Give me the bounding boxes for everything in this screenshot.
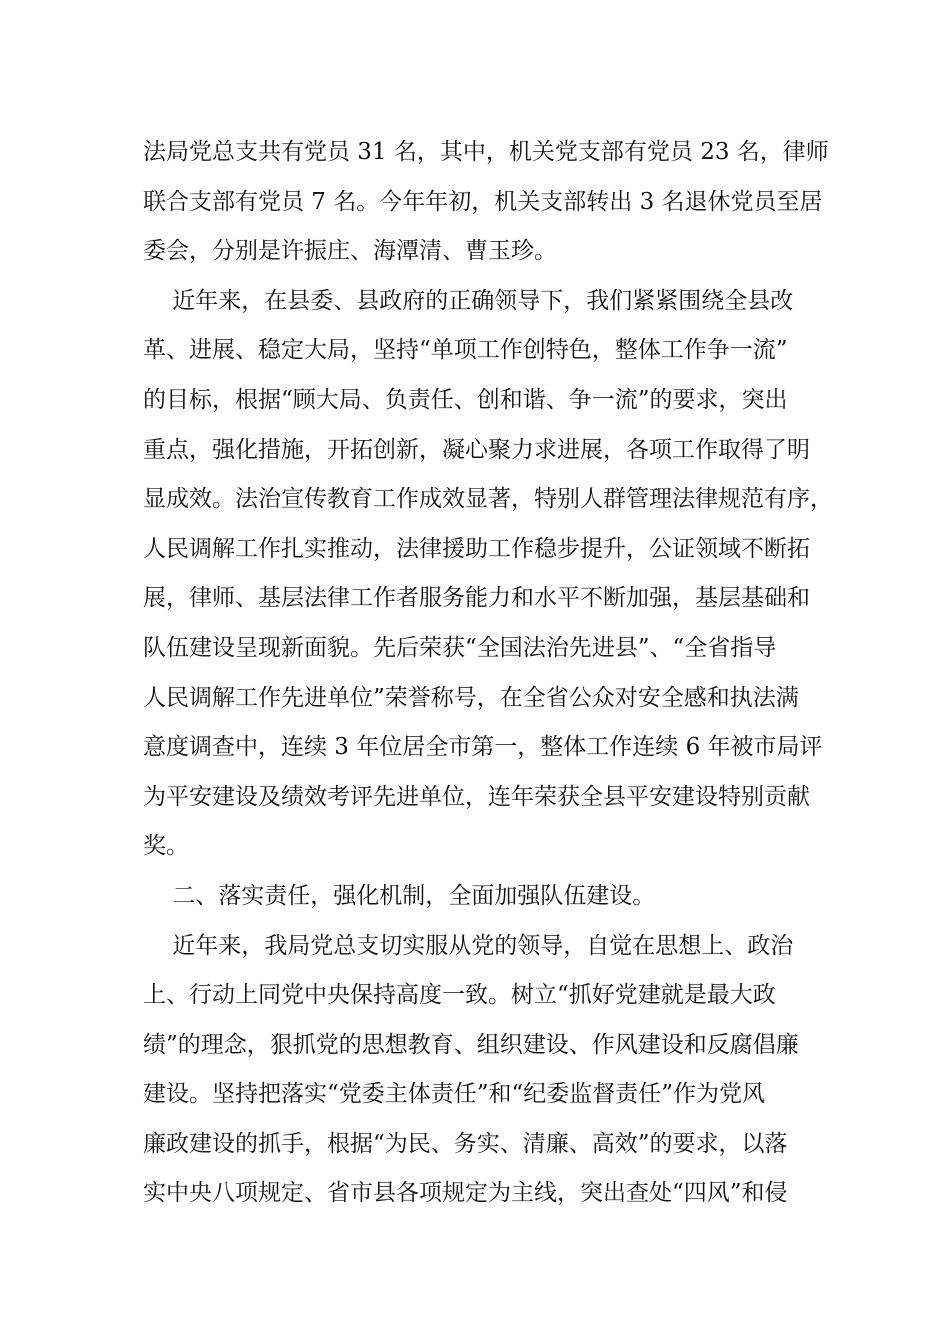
document-body [143, 128, 833, 1219]
text-line: 建设。坚持把落实“党委主体责任”和“纪委监督责任”作为党风 [143, 1081, 766, 1108]
text-line: 近年来，在县委、县政府的正确领导下，我们紧紧围绕全县改 [143, 287, 794, 314]
text-line: 意度调查中，连续 3 年位居全市第一，整体工作连续 6 年被市局评 [143, 734, 823, 761]
text-line: 近年来，我局党总支切实服从党的领导，自觉在思想上、政治 [143, 932, 794, 959]
text-line: 法局党总支共有党员 31 名，其中，机关党支部有党员 23 名，律师 [143, 139, 829, 165]
section-heading: 二、落实责任，强化机制，全面加强队伍建设。 [143, 882, 656, 909]
text-line: 廉政建设的抓手，根据“为民、务实、清廉、高效”的要求，以落 [143, 1130, 788, 1157]
text-line: 奖。 [143, 833, 189, 860]
text-line: 的目标，根据“顾大局、负责任、创和谐、争一流”的要求，突出 [143, 386, 788, 413]
text-line: 展，律师、基层法律工作者服务能力和水平不断加强，基层基础和 [143, 585, 810, 612]
text-line: 显成效。法治宣传教育工作成效显著，特别人群管理法律规范有序， [143, 486, 833, 513]
text-line: 人民调解工作先进单位”荣誉称号，在全省公众对安全感和执法满 [143, 684, 799, 711]
text-line: 革、进展、稳定大局，坚持“单项工作创特色，整体工作争一流” [143, 337, 788, 364]
text-line: 为平安建设及绩效考评先进单位，连年荣获全县平安建设特别贡献 [143, 783, 810, 810]
text-line: 重点，强化措施，开拓创新，凝心聚力求进展，各项工作取得了明 [143, 436, 810, 463]
text-line: 绩”的理念，狠抓党的思想教育、组织建设、作风建设和反腐倡廉 [143, 1031, 799, 1058]
text-line: 上、行动上同党中央保持高度一致。树立“抓好党建就是最大政 [143, 982, 776, 1009]
text-line: 委会，分别是许振庄、海潭清、曹玉珍。 [143, 238, 557, 265]
text-line: 人民调解工作扎实推动，法律援助工作稳步提升，公证领域不断拓 [143, 535, 810, 562]
text-line: 联合支部有党员 7 名。今年年初，机关支部转出 3 名退休党员至居 [143, 188, 823, 215]
text-line: 队伍建设呈现新面貌。先后荣获“全国法治先进县”、“全省指导 [143, 634, 777, 661]
text-line: 实中央八项规定、省市县各项规定为主线，突出查处“四风”和侵 [143, 1180, 788, 1207]
